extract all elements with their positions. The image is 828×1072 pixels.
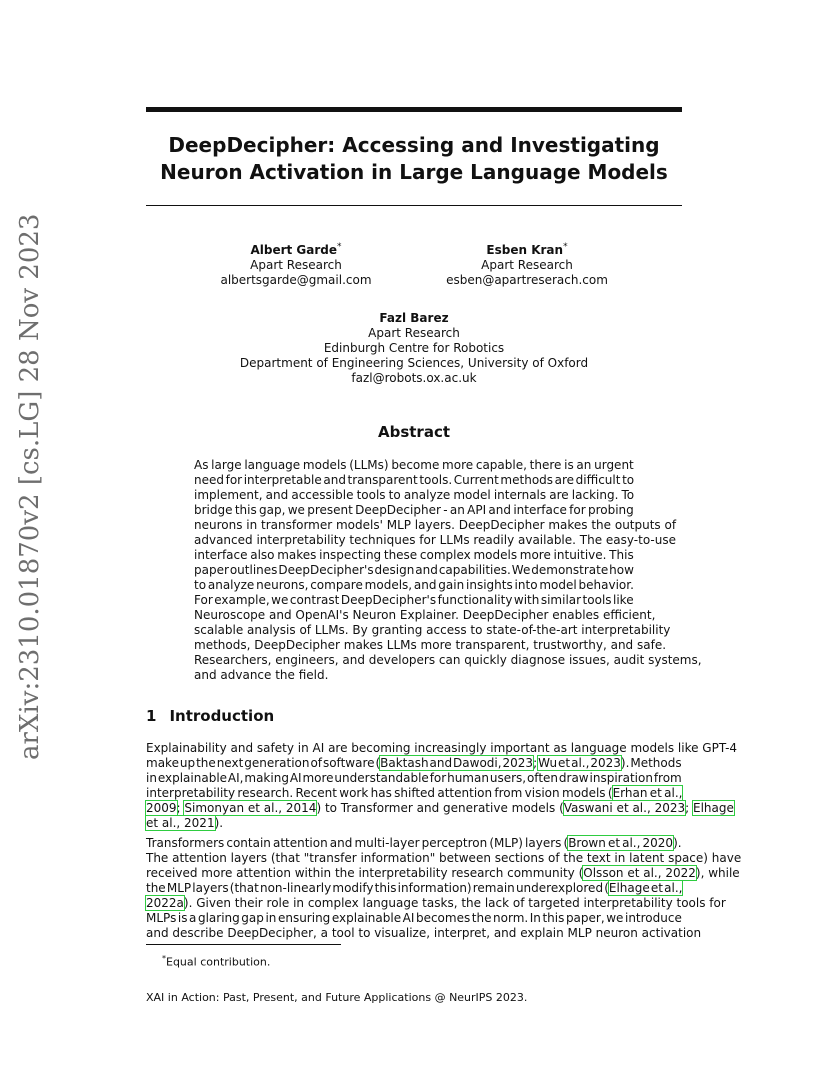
- author-affiliation: Apart Research: [368, 326, 460, 340]
- text-run: Transformers contain attention and multi-layer perceptron (MLP) layers (: [146, 836, 569, 850]
- text-line: Explainability and safety in AI are becoming increasingly important as language models like GPT-4: [146, 741, 738, 755]
- section-heading-introduction: [146, 707, 274, 725]
- author-email: albertsgarde@gmail.com: [220, 273, 372, 287]
- text-run: ).: [673, 836, 682, 850]
- text-line: [146, 836, 682, 851]
- equal-contribution-mark: *: [563, 242, 568, 252]
- author-block-3: [214, 311, 614, 386]
- citation-link[interactable]: Olsson et al., 2022: [583, 866, 696, 880]
- abstract-line: interface also makes inspecting these complex models more intuitive. This: [194, 548, 634, 562]
- text-line: [146, 896, 726, 911]
- citation-link[interactable]: Wu et al., 2023: [538, 756, 621, 770]
- citation-link[interactable]: 2009: [146, 801, 177, 815]
- citation-link[interactable]: Simonyan et al., 2014: [184, 801, 317, 815]
- title-line-2: Neuron Activation in Large Language Models: [160, 160, 668, 184]
- citation-link[interactable]: et al., 2021: [146, 816, 215, 830]
- abstract-line: methods, DeepDecipher makes LLMs more transparent, trustworthy, and safe.: [194, 638, 667, 652]
- text-line: [146, 881, 682, 896]
- abstract-line: advanced interpretability techniques for LLMs readily available. The easy-to-use: [194, 533, 676, 547]
- text-line: The attention layers (that "transfer information" between sections of the text in latent space) have: [146, 851, 742, 865]
- text-line: in explainable AI, making AI more understandable for human users, often draw inspiration from: [146, 771, 682, 785]
- venue-footer: XAI in Action: Past, Present, and Future Applications @ NeurIPS 2023.: [146, 991, 528, 1004]
- abstract-line: to analyze neurons, compare models, and gain insights into model behavior.: [194, 578, 634, 592]
- citation-link[interactable]: Elhage et al.,: [608, 881, 683, 895]
- citation-link[interactable]: Baktash and Dawodi, 2023: [380, 756, 534, 770]
- abstract-line: scalable analysis of LLMs. By granting access to state-of-the-art interpretability: [194, 623, 671, 637]
- text-run: ;: [176, 801, 185, 815]
- footnote: [162, 952, 270, 970]
- citation-link[interactable]: Vaswani et al., 2023: [563, 801, 686, 815]
- abstract-line: As large language models (LLMs) become more capable, there is an urgent: [194, 458, 634, 472]
- footnote-mark: *: [162, 954, 166, 963]
- text-run: interpretability research. Recent work has shifted attention from vision models (: [146, 786, 613, 800]
- author-email: esben@apartreserach.com: [446, 273, 608, 287]
- abstract-body: [194, 458, 702, 683]
- author-email: fazl@robots.ox.ac.uk: [351, 371, 477, 385]
- intro-paragraph-2: [146, 836, 742, 941]
- author-name: Albert Garde: [250, 243, 338, 257]
- title-line-1: DeepDecipher: Accessing and Investigating: [168, 133, 660, 157]
- footnote-text: Equal contribution.: [166, 955, 271, 969]
- equal-contribution-mark: *: [337, 242, 342, 252]
- text-line: MLPs is a glaring gap in ensuring explainable AI becomes the norm. In this paper, we introduce: [146, 911, 682, 925]
- section-number: 1: [146, 707, 157, 725]
- intro-paragraph-1: [146, 741, 738, 831]
- citation-link[interactable]: 2022a: [146, 896, 184, 910]
- citation-link[interactable]: Brown et al., 2020: [568, 836, 674, 850]
- abstract-line: and advance the field.: [194, 668, 329, 682]
- text-run: the MLP layers (that non-linearly modify this information) remain underexplored (: [146, 881, 609, 895]
- text-line: [146, 756, 682, 771]
- arxiv-identifier: arXiv:2310.01870v2 [cs.LG] 28 Nov 2023: [15, 213, 45, 760]
- footnote-rule: [146, 944, 341, 945]
- citation-link[interactable]: Elhage: [693, 801, 734, 815]
- author-name: Esben Kran: [486, 243, 564, 257]
- author-block-1: [196, 243, 396, 288]
- title-bottom-rule: [146, 205, 682, 206]
- citation-link[interactable]: Erhan et al.,: [612, 786, 683, 800]
- abstract-line: Researchers, engineers, and developers can quickly diagnose issues, audit systems,: [194, 653, 702, 667]
- title-top-rule: [146, 107, 682, 112]
- text-run: ;: [533, 756, 539, 770]
- text-run: ). Given their role in complex language tasks, the lack of targeted interpretability tools for: [183, 896, 726, 910]
- text-run: ) to Transformer and generative models (: [316, 801, 564, 815]
- author-block-2: [427, 243, 627, 288]
- abstract-line: For example, we contrast DeepDecipher's functionality with similar tools like: [194, 593, 634, 607]
- author-affiliation: Apart Research: [250, 258, 342, 272]
- abstract-line: bridge this gap, we present DeepDecipher - an API and interface for probing: [194, 503, 634, 517]
- abstract-line: Neuroscope and OpenAI's Neuron Explainer. DeepDecipher enables efficient,: [194, 608, 656, 622]
- abstract-line: neurons in transformer models' MLP layers. DeepDecipher makes the outputs of: [194, 518, 677, 532]
- abstract-line: implement, and accessible tools to analyze model internals are lacking. To: [194, 488, 635, 502]
- text-run: ;: [685, 801, 693, 815]
- abstract-heading: Abstract: [377, 423, 451, 441]
- paper-title: [146, 132, 682, 186]
- text-line: [146, 866, 740, 881]
- text-line: and describe DeepDecipher, a tool to visualize, interpret, and explain MLP neuron activation: [146, 926, 702, 940]
- abstract-line: paper outlines DeepDecipher's design and capabilities. We demonstrate how: [194, 563, 634, 577]
- section-title: Introduction: [169, 707, 275, 725]
- author-name: Fazl Barez: [379, 311, 449, 325]
- text-run: received more attention within the interpretability research community (: [146, 866, 584, 880]
- abstract-line: need for interpretable and transparent tools. Current methods are difficult to: [194, 473, 635, 487]
- text-run: ), while: [695, 866, 740, 880]
- author-affiliation: Department of Engineering Sciences, University of Oxford: [239, 356, 589, 370]
- text-run: ). Methods: [620, 756, 682, 770]
- text-run: ).: [214, 816, 224, 830]
- text-line: [146, 816, 682, 831]
- author-affiliation: Apart Research: [481, 258, 573, 272]
- text-run: make up the next generation of software (: [146, 756, 381, 770]
- author-affiliation: Edinburgh Centre for Robotics: [323, 341, 505, 355]
- text-line: [146, 801, 734, 816]
- text-line: [146, 786, 682, 801]
